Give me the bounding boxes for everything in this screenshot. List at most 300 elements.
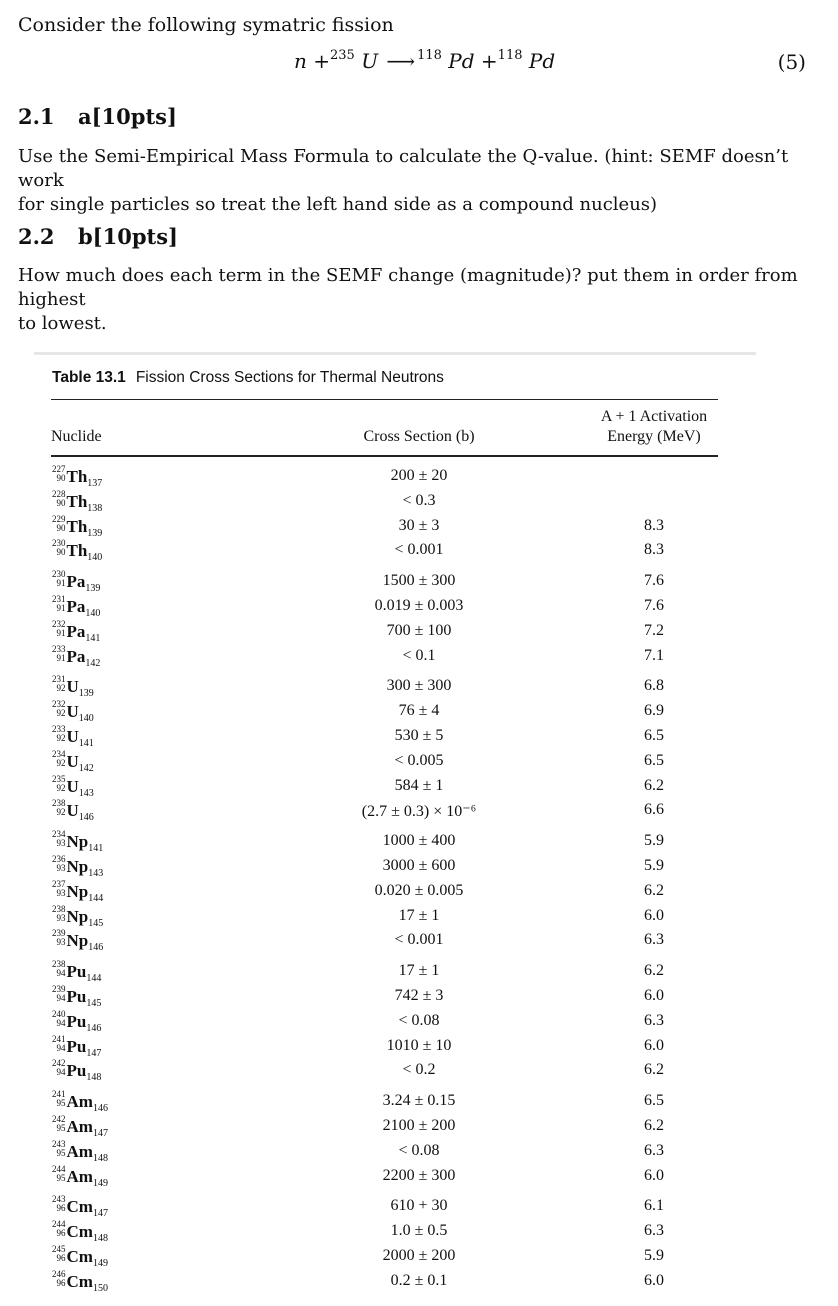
cross-section-cell: < 0.08 (398, 1011, 440, 1029)
activation-energy-cell: 6.1 (644, 1197, 664, 1215)
element-symbol: Am (66, 1141, 93, 1161)
atomic-number: 94 (56, 1017, 66, 1028)
element-symbol: Th (66, 516, 88, 536)
nuclide-scripts (52, 880, 66, 898)
nuclide-cell (52, 830, 103, 854)
cross-section-cell: < 0.005 (394, 751, 444, 769)
mass-number: 229 (52, 513, 66, 524)
neutron-number: 145 (86, 998, 102, 1009)
eq-neutron: n (294, 49, 307, 73)
section-a-line-2: for single particles so treat the left hand side as a compound nucleus) (18, 194, 658, 215)
cross-section-cell: 17 ± 1 (398, 906, 440, 924)
table-row (34, 960, 756, 984)
table-row (34, 725, 756, 749)
nuclide-scripts (52, 490, 66, 508)
nuclide-scripts (52, 830, 66, 848)
atomic-number: 93 (56, 838, 66, 849)
atomic-number: 94 (56, 1042, 66, 1053)
eq-mass-118-a: 118 (417, 48, 442, 63)
atomic-number: 94 (56, 968, 66, 979)
neutron-number: 149 (92, 1258, 108, 1269)
header-activation-line-1: A + 1 Activation (600, 408, 708, 425)
mass-number: 234 (52, 829, 66, 840)
mass-number: 231 (52, 674, 66, 685)
cross-section-cell: 200 ± 20 (390, 467, 448, 484)
mass-number: 231 (52, 594, 66, 604)
table-row (34, 1090, 756, 1114)
cross-section-cell: 0.020 ± 0.005 (374, 881, 464, 899)
table-row (34, 465, 756, 489)
activation-energy-cell: 6.5 (644, 727, 664, 744)
nuclide-scripts (52, 1059, 66, 1077)
neutron-number: 146 (92, 1103, 108, 1115)
element-symbol: U (66, 751, 79, 771)
activation-energy-cell: 6.9 (644, 702, 664, 720)
neutron-number: 139 (85, 583, 101, 595)
cross-section-cell: 2200 ± 300 (382, 1166, 456, 1184)
nuclide-scripts (52, 775, 66, 793)
section-number-a: 2.1 (18, 104, 55, 129)
header-activation (579, 407, 729, 447)
nuclide-cell (52, 1010, 101, 1034)
nuclide-scripts (52, 929, 66, 947)
mass-number: 242 (52, 1058, 66, 1069)
nuclide-scripts (52, 799, 66, 817)
activation-energy-cell: 5.9 (644, 857, 664, 874)
eq-plus-2: + (480, 49, 498, 73)
mass-number: 238 (52, 798, 66, 809)
activation-energy-cell: 6.3 (644, 931, 664, 949)
fission-equation (294, 48, 555, 73)
atomic-number: 91 (56, 603, 66, 613)
atomic-number: 94 (56, 993, 66, 1003)
eq-plus-1: + (313, 49, 331, 73)
nuclide-scripts (52, 985, 66, 1003)
neutron-number: 146 (78, 812, 94, 824)
mass-number: 238 (52, 959, 66, 970)
table-row (34, 645, 756, 669)
element-symbol: Cm (66, 1247, 93, 1266)
activation-energy-cell: 7.2 (644, 621, 664, 639)
nuclide-cell (52, 1220, 108, 1244)
nuclide-scripts (52, 855, 66, 873)
table-label: Table 13.1 (52, 369, 126, 386)
mass-number: 241 (52, 1033, 66, 1044)
header-nuclide: Nuclide (51, 428, 102, 445)
activation-energy-cell: 7.1 (644, 646, 664, 664)
atomic-number: 91 (56, 578, 66, 589)
cross-section-cell: 584 ± 1 (394, 776, 444, 794)
element-symbol: U (66, 677, 79, 697)
element-symbol: Pu (66, 1061, 87, 1081)
table-row (34, 515, 756, 539)
nuclide-cell (52, 929, 103, 953)
atomic-number: 92 (56, 757, 66, 768)
neutron-number: 139 (78, 688, 94, 700)
section-title-b: b[10pts] (78, 224, 178, 249)
neutron-number: 148 (92, 1233, 108, 1245)
nuclide-cell (52, 855, 103, 879)
nuclide-scripts (52, 1140, 66, 1158)
intro-text: Consider the following symatric fission (18, 14, 394, 36)
mass-number: 244 (52, 1219, 66, 1230)
nuclide-cell (52, 775, 94, 799)
mass-number: 232 (52, 618, 66, 629)
activation-energy-cell: 6.0 (644, 1166, 664, 1184)
section-b-line-2: to lowest. (18, 313, 107, 334)
cross-section-cell: 1000 ± 400 (382, 832, 456, 850)
nuclide-cell (52, 799, 94, 823)
nuclide-cell (52, 905, 103, 929)
activation-energy-cell: 8.3 (644, 541, 664, 559)
activation-energy-cell: 6.2 (644, 776, 664, 794)
nuclide-cell (52, 880, 103, 904)
mass-number: 238 (52, 903, 66, 914)
cross-section-cell: 530 ± 5 (394, 727, 444, 744)
cross-section-cell: 742 ± 3 (394, 987, 444, 1004)
element-symbol: Th (66, 541, 88, 561)
table-row (34, 1140, 756, 1164)
mass-number: 227 (52, 464, 66, 474)
activation-energy-cell: 6.2 (644, 1117, 664, 1134)
element-symbol: Pa (66, 597, 86, 616)
nuclide-scripts (52, 1245, 66, 1263)
table-row (34, 675, 756, 699)
activation-energy-cell: 6.0 (644, 1036, 664, 1054)
mass-number: 232 (52, 699, 66, 710)
atomic-number: 90 (56, 547, 66, 558)
mass-number: 233 (52, 643, 66, 654)
table-row (34, 799, 756, 823)
cross-section-cell: 0.019 ± 0.003 (374, 597, 464, 614)
activation-energy-cell: 6.5 (644, 1092, 664, 1110)
atomic-number: 92 (56, 708, 66, 719)
neutron-number: 150 (92, 1282, 108, 1294)
neutron-number: 140 (85, 608, 101, 619)
neutron-number: 141 (88, 843, 104, 855)
table-title: Fission Cross Sections for Thermal Neutrons (135, 369, 444, 386)
neutron-number: 143 (88, 868, 104, 879)
table-row (34, 570, 756, 594)
activation-energy-cell: 6.3 (644, 1222, 664, 1240)
mass-number: 233 (52, 724, 66, 734)
mass-number: 240 (52, 1008, 66, 1019)
mass-number: 236 (52, 854, 66, 864)
activation-energy-cell: 5.9 (644, 832, 664, 850)
element-symbol: Pu (66, 987, 87, 1006)
nuclide-cell (52, 1090, 108, 1114)
atomic-number: 96 (56, 1253, 66, 1263)
atomic-number: 93 (56, 887, 66, 898)
activation-energy-cell: 6.2 (644, 881, 664, 899)
neutron-number: 144 (86, 973, 102, 985)
activation-energy-cell: 6.0 (644, 906, 664, 924)
cross-section-cell: 17 ± 1 (398, 962, 440, 980)
activation-energy-cell: 6.3 (644, 1011, 664, 1029)
eq-mass-235: 235 (330, 48, 355, 63)
activation-energy-cell: 6.6 (644, 801, 664, 819)
nuclide-scripts (52, 725, 66, 743)
atomic-number: 91 (56, 652, 66, 663)
neutron-number: 140 (78, 713, 94, 725)
nuclide-scripts (52, 570, 66, 588)
element-symbol: U (66, 776, 79, 796)
nuclide-cell (52, 1245, 108, 1269)
neutron-number: 141 (78, 738, 94, 749)
activation-energy-cell: 5.9 (644, 1247, 664, 1264)
neutron-number: 143 (78, 787, 94, 799)
nuclide-cell (52, 645, 100, 669)
eq-palladium-a: Pd (448, 49, 475, 73)
nuclide-cell (52, 515, 102, 539)
cross-section-cell: < 0.001 (394, 541, 444, 559)
header-cross-section: Cross Section (b) (363, 428, 475, 445)
nuclide-cell (52, 465, 102, 489)
nuclide-cell (52, 595, 100, 619)
atomic-number: 90 (56, 497, 66, 508)
cross-section-cell: 1010 ± 10 (386, 1036, 452, 1054)
nuclide-cell (52, 725, 94, 749)
mass-number: 243 (52, 1194, 66, 1205)
nuclide-scripts (52, 515, 66, 533)
nuclide-scripts (52, 960, 66, 978)
neutron-number: 146 (88, 942, 104, 954)
cross-section-cell: < 0.08 (398, 1141, 440, 1159)
cross-section-cell: < 0.001 (394, 931, 444, 949)
element-symbol: Np (66, 906, 89, 926)
nuclide-scripts (52, 750, 66, 768)
section-b-line-1: How much does each term in the SEMF change (magnitude)? put them in order from highest (18, 265, 798, 310)
nuclide-scripts (52, 700, 66, 718)
table-row (34, 929, 756, 953)
activation-energy-cell: 6.0 (644, 1271, 664, 1289)
table-row (34, 1195, 756, 1219)
atomic-number: 95 (56, 1098, 66, 1109)
nuclide-scripts (52, 1165, 66, 1183)
cross-section-cell: 2000 ± 200 (382, 1247, 456, 1264)
element-symbol: Pa (66, 572, 86, 592)
header-activation-line-2: Energy (MeV) (607, 428, 701, 445)
neutron-number: 145 (88, 917, 104, 929)
atomic-number: 91 (56, 627, 66, 638)
nuclide-scripts (52, 905, 66, 923)
table-row (34, 1245, 756, 1269)
mass-number: 237 (52, 878, 66, 889)
activation-energy-cell: 6.2 (644, 1061, 664, 1079)
mass-number: 246 (52, 1268, 66, 1279)
table-row (34, 1165, 756, 1189)
element-symbol: Pa (66, 646, 86, 666)
nuclide-cell (52, 750, 94, 774)
nuclide-cell (52, 1035, 101, 1059)
table-row (34, 880, 756, 904)
atomic-number: 95 (56, 1147, 66, 1158)
table-header-rule (51, 455, 718, 457)
cross-section-cell: 300 ± 300 (386, 677, 452, 695)
element-symbol: Th (66, 467, 88, 486)
neutron-number: 148 (92, 1152, 108, 1164)
element-symbol: Cm (66, 1222, 93, 1242)
table-top-rule (51, 399, 718, 400)
activation-energy-cell: 6.0 (644, 987, 664, 1004)
element-symbol: Th (66, 491, 88, 511)
neutron-number: 142 (78, 762, 94, 774)
element-symbol: Am (66, 1092, 93, 1112)
nuclide-cell (52, 1059, 101, 1083)
element-symbol: U (66, 702, 79, 722)
section-number-b: 2.2 (18, 224, 55, 249)
nuclide-scripts (52, 1220, 66, 1238)
neutron-number: 147 (86, 1047, 102, 1059)
element-symbol: Np (66, 881, 89, 901)
atomic-number: 95 (56, 1172, 66, 1183)
neutron-number: 138 (87, 502, 103, 514)
cross-section-cell: (2.7 ± 0.3) × 10⁻⁶ (361, 803, 477, 821)
mass-number: 239 (52, 928, 66, 939)
neutron-number: 142 (85, 657, 101, 669)
eq-uranium: U (361, 49, 379, 73)
element-symbol: Np (66, 832, 89, 852)
activation-energy-cell: 8.3 (644, 516, 664, 534)
nuclide-scripts (52, 675, 66, 693)
eq-mass-118-b: 118 (497, 48, 523, 63)
cross-section-cell: < 0.2 (402, 1061, 436, 1079)
nuclide-cell (52, 539, 102, 563)
element-symbol: Am (66, 1117, 93, 1136)
table-row (34, 750, 756, 774)
atomic-number: 92 (56, 782, 66, 793)
table-row (34, 1010, 756, 1034)
activation-energy-cell: 6.2 (644, 962, 664, 980)
atomic-number: 95 (56, 1123, 66, 1133)
table-row (34, 700, 756, 724)
eq-arrow: ⟶ (386, 49, 416, 73)
atomic-number: 92 (56, 807, 66, 818)
atomic-number: 96 (56, 1277, 66, 1288)
neutron-number: 147 (92, 1208, 108, 1220)
table-row (34, 1059, 756, 1083)
nuclide-scripts (52, 1195, 66, 1213)
nuclide-scripts (52, 1010, 66, 1028)
table-row (34, 855, 756, 879)
neutron-number: 147 (92, 1128, 108, 1139)
element-symbol: Am (66, 1166, 93, 1186)
nuclide-cell (52, 1140, 108, 1164)
nuclide-cell (52, 700, 94, 724)
table-row (34, 985, 756, 1009)
cross-section-cell: 700 ± 100 (386, 621, 452, 639)
nuclide-scripts (52, 595, 66, 613)
atomic-number: 90 (56, 522, 66, 533)
activation-energy-cell: 7.6 (644, 597, 664, 614)
element-symbol: Np (66, 931, 89, 951)
cross-section-cell: 0.2 ± 0.1 (390, 1271, 448, 1289)
section-body-b (18, 264, 818, 336)
eq-palladium-b: Pd (528, 49, 556, 73)
element-symbol: U (66, 727, 79, 746)
activation-energy-cell: 6.3 (644, 1141, 664, 1159)
table-row (34, 1220, 756, 1244)
cross-section-cell: < 0.1 (402, 646, 436, 664)
table-row (34, 1115, 756, 1139)
mass-number: 244 (52, 1163, 66, 1174)
equation-number: (5) (777, 50, 806, 74)
cross-section-cell: 1.0 ± 0.5 (390, 1222, 448, 1240)
mass-number: 239 (52, 984, 66, 994)
mass-number: 234 (52, 748, 66, 759)
activation-energy-cell: 7.6 (644, 572, 664, 590)
table-row (34, 490, 756, 514)
element-symbol: U (66, 801, 79, 821)
nuclide-scripts (52, 620, 66, 638)
nuclide-cell (52, 1270, 108, 1294)
neutron-number: 139 (87, 527, 103, 539)
element-symbol: Pu (66, 962, 87, 982)
atomic-number: 92 (56, 733, 66, 743)
mass-number: 245 (52, 1244, 66, 1254)
nuclide-cell (52, 985, 101, 1009)
cross-section-cell: 76 ± 4 (398, 702, 440, 720)
atomic-number: 94 (56, 1067, 66, 1078)
section-title-a: a[10pts] (78, 104, 177, 129)
atomic-number: 96 (56, 1228, 66, 1239)
table-row (34, 1035, 756, 1059)
cross-section-cell: 2100 ± 200 (382, 1117, 456, 1134)
nuclide-cell (52, 490, 102, 514)
element-symbol: Pu (66, 1011, 87, 1031)
element-symbol: Cm (66, 1271, 93, 1291)
atomic-number: 90 (56, 473, 66, 483)
cross-section-cell: 3000 ± 600 (382, 857, 456, 874)
activation-energy-cell: 6.5 (644, 751, 664, 769)
table-row (34, 620, 756, 644)
nuclide-cell (52, 675, 94, 699)
atomic-number: 93 (56, 937, 66, 948)
section-a-line-1: Use the Semi-Empirical Mass Formula to calculate the Q-value. (hint: SEMF doesn’t work (18, 146, 789, 191)
element-symbol: Pu (66, 1036, 87, 1056)
mass-number: 235 (52, 773, 66, 784)
mass-number: 228 (52, 488, 66, 499)
table-row (34, 775, 756, 799)
table-row (34, 830, 756, 854)
cross-section-cell: < 0.3 (402, 491, 436, 509)
mass-number: 230 (52, 538, 66, 549)
atomic-number: 93 (56, 863, 66, 873)
cross-section-cell: 30 ± 3 (398, 516, 440, 534)
nuclide-scripts (52, 465, 66, 483)
neutron-number: 144 (88, 892, 104, 904)
nuclide-cell (52, 960, 101, 984)
fission-table-figure (34, 352, 756, 1302)
nuclide-scripts (52, 1035, 66, 1053)
table-row (34, 905, 756, 929)
nuclide-cell (52, 1195, 108, 1219)
nuclide-scripts (52, 539, 66, 557)
nuclide-scripts (52, 645, 66, 663)
table-caption (52, 369, 444, 387)
nuclide-cell (52, 1165, 108, 1189)
element-symbol: Np (66, 857, 89, 876)
neutron-number: 137 (87, 478, 103, 489)
mass-number: 230 (52, 569, 66, 580)
cross-section-cell: 610 + 30 (390, 1197, 448, 1215)
table-row (34, 539, 756, 563)
cross-section-cell: 1500 ± 300 (382, 572, 456, 590)
cross-section-cell: 3.24 ± 0.15 (382, 1092, 456, 1110)
atomic-number: 96 (56, 1203, 66, 1214)
nuclide-scripts (52, 1270, 66, 1288)
atomic-number: 92 (56, 683, 66, 694)
